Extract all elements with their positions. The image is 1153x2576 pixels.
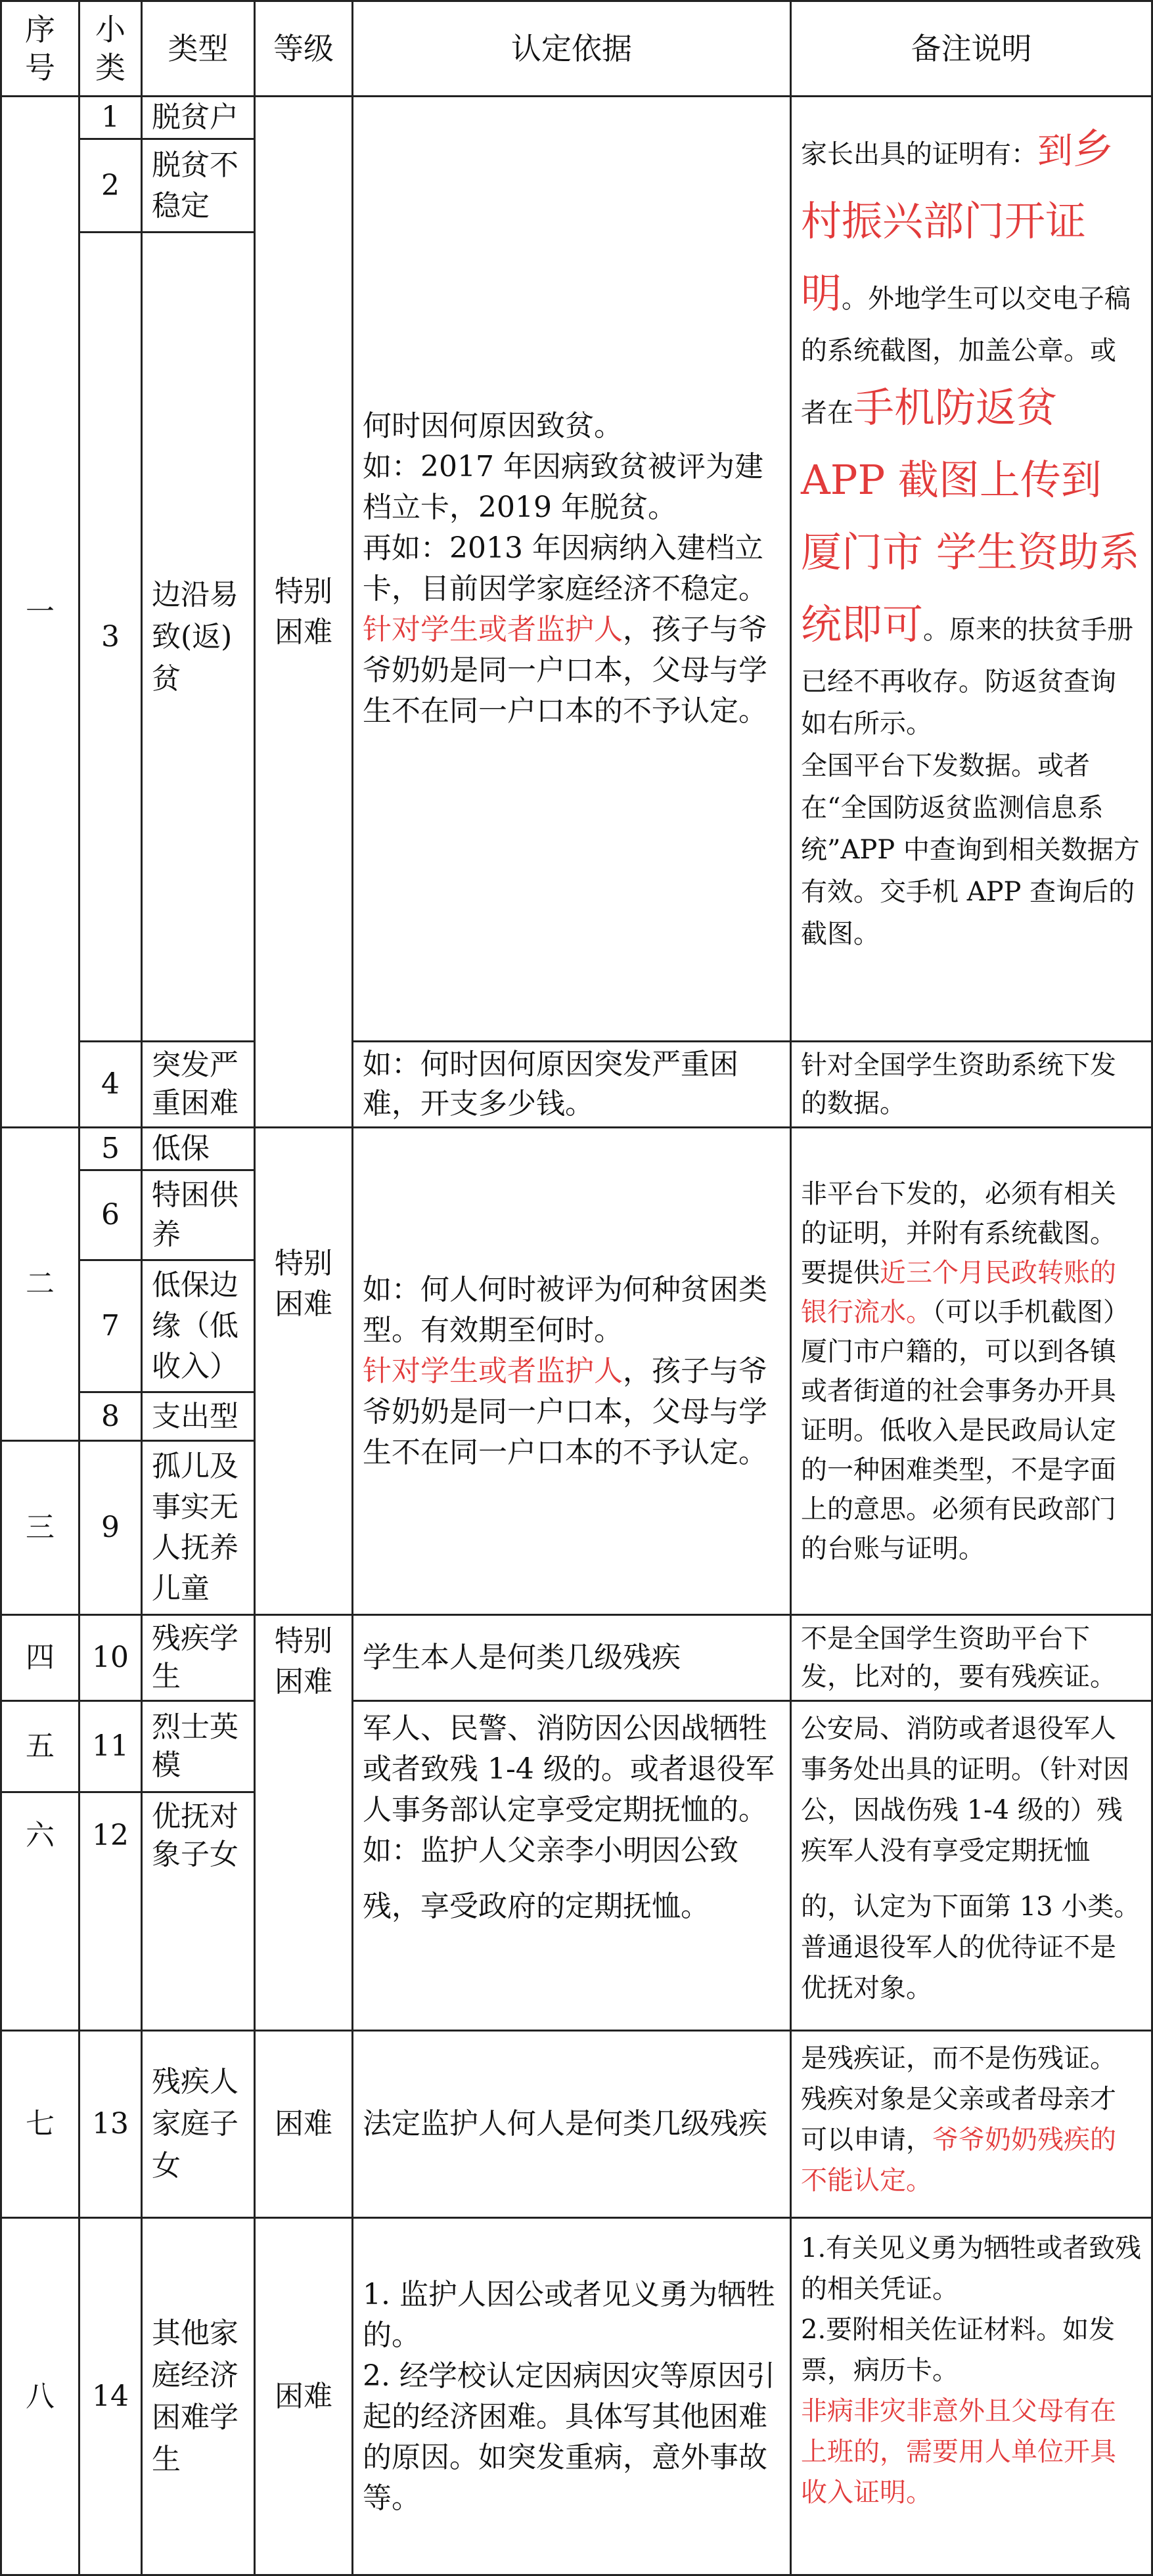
header-level: [254, 0, 353, 97]
basis-1-line4-rest: ，孩子与爷爷奶奶是同一户口本，父母与学生不在同一户口本的不予认定。: [363, 613, 767, 728]
level-2: [254, 1126, 353, 1442]
continuation-seq: [0, 1878, 80, 2032]
sub-12-text: 12: [92, 1819, 129, 1852]
type-14: [141, 2217, 256, 2576]
type-4-text: 突发严重困难: [152, 1048, 238, 1120]
type-9: [141, 1440, 256, 1616]
remarks-1: [790, 95, 1153, 1042]
type-2: [141, 138, 256, 233]
type-6: [141, 1169, 256, 1261]
remarks-1-c: 。原来的扶贫手册已经不再收存。防返贫查询如右所示。: [801, 615, 1134, 739]
type-10-text: 残疾学生: [152, 1622, 238, 1693]
basis-5-line1: 军人、民警、消防因公因战牺牲或者致残 1-4 级的。或者退役军人事务部认定享受定期抚恤的。: [363, 1712, 775, 1827]
group-label-6: [0, 1791, 80, 1880]
basis-1-line3: 再如：2013 年因病纳入建档立卡，目前因学家庭经济不稳定。: [363, 531, 767, 606]
remarks-7-red: 非病非灾非意外且父母有在上班的，需要用人单位开具收入证明。: [801, 2396, 1116, 2508]
sub-13: [78, 2030, 143, 2219]
remarks-4-text: 不是全国学生资助平台下发，比对的，要有残疾证。: [801, 1624, 1116, 1692]
remarks-7-line2: 2.要附相关佐证材料。如发票，病历卡。: [801, 2315, 1116, 2386]
header-type-text: 类型: [168, 31, 229, 66]
remarks-5-continuation: [790, 1878, 1153, 2032]
type-14-text: 其他家庭经济困难学生: [152, 2316, 238, 2476]
basis-5-continuation: [351, 1878, 792, 2032]
group-4-text: 四: [26, 1641, 55, 1674]
remarks-3-b: （可以手机截图）厦门市户籍的，可以到各镇或者街道的社会事务办开具证明。低收入是民政局认定的一种困难类型，不是字面上的意思。必须有民政部门的台账与证明。: [801, 1297, 1129, 1564]
type-1: [141, 95, 256, 140]
continuation-level: [254, 1878, 353, 2032]
remarks-7-line1: 1.有关见义勇为牺牲或者致残的相关凭证。: [801, 2233, 1142, 2304]
remarks-3-red: 近三个月民政转账的银行流水。: [801, 1257, 1116, 1327]
group-6-text: 六: [26, 1819, 55, 1852]
group-label-4: [0, 1614, 80, 1702]
level-1-text: 特别困难: [275, 574, 332, 649]
basis-7: [351, 2217, 792, 2576]
type-4: [141, 1040, 256, 1128]
basis-1-line4: [363, 610, 780, 732]
type-8: [141, 1391, 256, 1442]
sub-12: [78, 1791, 143, 1880]
sub-8-text: 8: [101, 1399, 120, 1433]
level-4: [254, 2030, 353, 2219]
basis-4: [351, 1614, 792, 1702]
sub-6: [78, 1169, 143, 1261]
level-5-text: 困难: [275, 2379, 332, 2413]
group-7-text: 七: [26, 2107, 55, 2141]
basis-7-line1: 1. 监护人因公或者见义勇为牺牲的。: [363, 2277, 775, 2352]
basis-5-line3: 残，享受政府的定期抚恤。: [363, 1890, 710, 1923]
remarks-1-big2: 手机防返贫 APP 截图上传到厦门市 学生资助系统即可: [801, 384, 1140, 648]
type-6-text: 特困供养: [152, 1178, 238, 1251]
sub-6-text: 6: [101, 1198, 120, 1232]
header-remarks-text: 备注说明: [911, 31, 1032, 66]
type-2-text: 脱贫不稳定: [152, 148, 238, 223]
basis-2: [351, 1040, 792, 1128]
type-10: [141, 1614, 256, 1702]
remarks-5: [790, 1700, 1153, 1880]
basis-6-text: 法定监护人何人是何类几级残疾: [363, 2107, 767, 2141]
sub-1-text: 1: [101, 100, 120, 134]
header-level-text: 等级: [273, 31, 334, 66]
sub-4: [78, 1040, 143, 1128]
type-1-text: 脱贫户: [152, 100, 238, 134]
remarks-6-red: 爷爷奶奶残疾的不能认定。: [801, 2125, 1116, 2196]
sub-11-text: 11: [92, 1729, 129, 1763]
basis-1-red-text: 针对学生或者监护人: [363, 613, 623, 646]
basis-3-red-text: 针对学生或者监护人: [363, 1354, 623, 1388]
continuation-type: [141, 1878, 256, 2032]
header-basis: [351, 0, 792, 97]
basis-6: [351, 2030, 792, 2219]
group-8-text: 八: [26, 2379, 55, 2413]
sub-5-text: 5: [101, 1132, 120, 1165]
type-11: [141, 1700, 256, 1793]
sub-2-text: 2: [101, 168, 120, 202]
type-5-text: 低保: [152, 1132, 210, 1165]
remarks-3-paragraph: [801, 1174, 1142, 1568]
level-3: [254, 1614, 353, 1880]
basis-4-text: 学生本人是何类几级残疾: [363, 1641, 681, 1674]
header-remarks: [790, 0, 1153, 97]
group-3-text: 三: [26, 1511, 55, 1544]
group-label-2: [0, 1126, 80, 1442]
remarks-1-red-to: 到: [1037, 130, 1073, 171]
type-3-text: 边沿易致(返)贫: [152, 577, 238, 696]
sub-3-text: 3: [101, 619, 120, 654]
sub-14-text: 14: [92, 2379, 129, 2413]
group-2-text: 二: [26, 1267, 55, 1300]
basis-5: [351, 1700, 792, 1880]
header-sub-text: 小类: [95, 12, 125, 85]
group-label-7: [0, 2030, 80, 2219]
header-type: [141, 0, 256, 97]
remarks-2-text: 针对全国学生资助系统下发的数据。: [801, 1050, 1116, 1119]
level-4-text: 困难: [275, 2107, 332, 2141]
basis-5-line2: 如：监护人父亲李小明因公致: [363, 1834, 738, 1867]
sub-4-text: 4: [101, 1067, 120, 1101]
sub-10-text: 10: [92, 1641, 129, 1674]
remarks-1-big1: 乡村振兴部门开证明: [801, 125, 1114, 317]
sub-10: [78, 1614, 143, 1702]
basis-2-text: 如：何时因何原因突发严重困难，开支多少钱。: [363, 1048, 738, 1121]
type-13-text: 残疾人家庭子女: [152, 2065, 238, 2183]
header-sub: [78, 0, 143, 97]
level-2-text: 特别困难: [275, 1247, 332, 1321]
remarks-3: [790, 1126, 1153, 1616]
remarks-1-d: 全国平台下发数据。或者在“全国防返贫监测信息系统”APP 中查询到相关数据方有效。交手机 APP 查询后的截图。: [801, 751, 1140, 949]
group-5-text: 五: [26, 1729, 55, 1763]
group-label-8: [0, 2217, 80, 2576]
sub-7: [78, 1259, 143, 1393]
sub-14: [78, 2217, 143, 2576]
basis-3-line2: [363, 1351, 780, 1473]
remarks-1-b: 。外地学生可以交电子稿的系统截图，加盖公章。或者在: [801, 284, 1131, 428]
sub-3: [78, 231, 143, 1042]
sub-13-text: 13: [92, 2107, 129, 2141]
remarks-6-a: 是残疾证，而不是伤残证。残疾对象是父亲或者母亲才可以申请，: [801, 2043, 1116, 2155]
basis-1-line2: 如：2017 年因病致贫被评为建档立卡，2019 年脱贫。: [363, 450, 763, 524]
remarks-4: [790, 1614, 1153, 1702]
sub-1: [78, 95, 143, 140]
group-1-text: 一: [26, 594, 55, 629]
level-1: [254, 95, 353, 1128]
type-9-text: 孤儿及事实无人抚养儿童: [152, 1450, 238, 1605]
sub-11: [78, 1700, 143, 1793]
type-11-text: 烈士英模: [152, 1710, 238, 1782]
type-8-text: 支出型: [152, 1399, 238, 1433]
basis-1: [351, 95, 792, 1042]
type-7-text: 低保边缘（低收入）: [152, 1268, 238, 1383]
basis-3: [351, 1126, 792, 1616]
basis-3-line1: 如：何人何时被评为何种贫困类型。有效期至何时。: [363, 1272, 767, 1347]
remarks-5-line2: 的，认定为下面第 13 小类。普通退役军人的优待证不是优抚对象。: [801, 1892, 1141, 2003]
basis-7-line2: 2. 经学校认定因病因灾等原因引起的经济困难。具体写其他困难的原因。如突发重病，意外事故等。: [363, 2359, 775, 2515]
remarks-2: [790, 1040, 1153, 1128]
sub-9: [78, 1440, 143, 1616]
group-label-3: [0, 1440, 80, 1616]
remarks-1-a: 家长出具的证明有：: [801, 139, 1037, 169]
level-5: [254, 2217, 353, 2576]
header-seq: [0, 0, 80, 97]
basis-3-line2-rest: ，孩子与爷爷奶奶是同一户口本，父母与学生不在同一户口本的不予认定。: [363, 1354, 767, 1469]
type-5: [141, 1126, 256, 1171]
type-7: [141, 1259, 256, 1393]
level-3-text: 特别困难: [275, 1624, 332, 1699]
level-2-continuation: [254, 1440, 353, 1616]
remarks-5-line1: 公安局、消防或者退役军人事务处出具的证明。（针对因公，因战伤残 1-4 级的）残疾军人没有享受定期抚恤: [801, 1714, 1129, 1866]
continuation-sub: [78, 1878, 143, 2032]
group-label-1: [0, 95, 80, 1128]
header-seq-text: 序号: [25, 12, 55, 85]
type-13: [141, 2030, 256, 2219]
remarks-6: [790, 2030, 1153, 2219]
remarks-3-a: 非平台下发的，必须有相关的证明，并附有系统截图。要提供: [801, 1178, 1116, 1288]
type-12-text: 优抚对象子女: [152, 1800, 238, 1871]
type-3: [141, 231, 256, 1042]
type-12: [141, 1791, 256, 1880]
sub-7-text: 7: [101, 1309, 120, 1343]
sub-5: [78, 1126, 143, 1171]
basis-1-line1: 何时因何原因致贫。: [363, 409, 623, 443]
header-basis-text: 认定依据: [511, 31, 632, 66]
sub-2: [78, 138, 143, 233]
sub-8: [78, 1391, 143, 1442]
sub-9-text: 9: [101, 1511, 120, 1544]
remarks-7: [790, 2217, 1153, 2576]
group-label-5: [0, 1700, 80, 1793]
